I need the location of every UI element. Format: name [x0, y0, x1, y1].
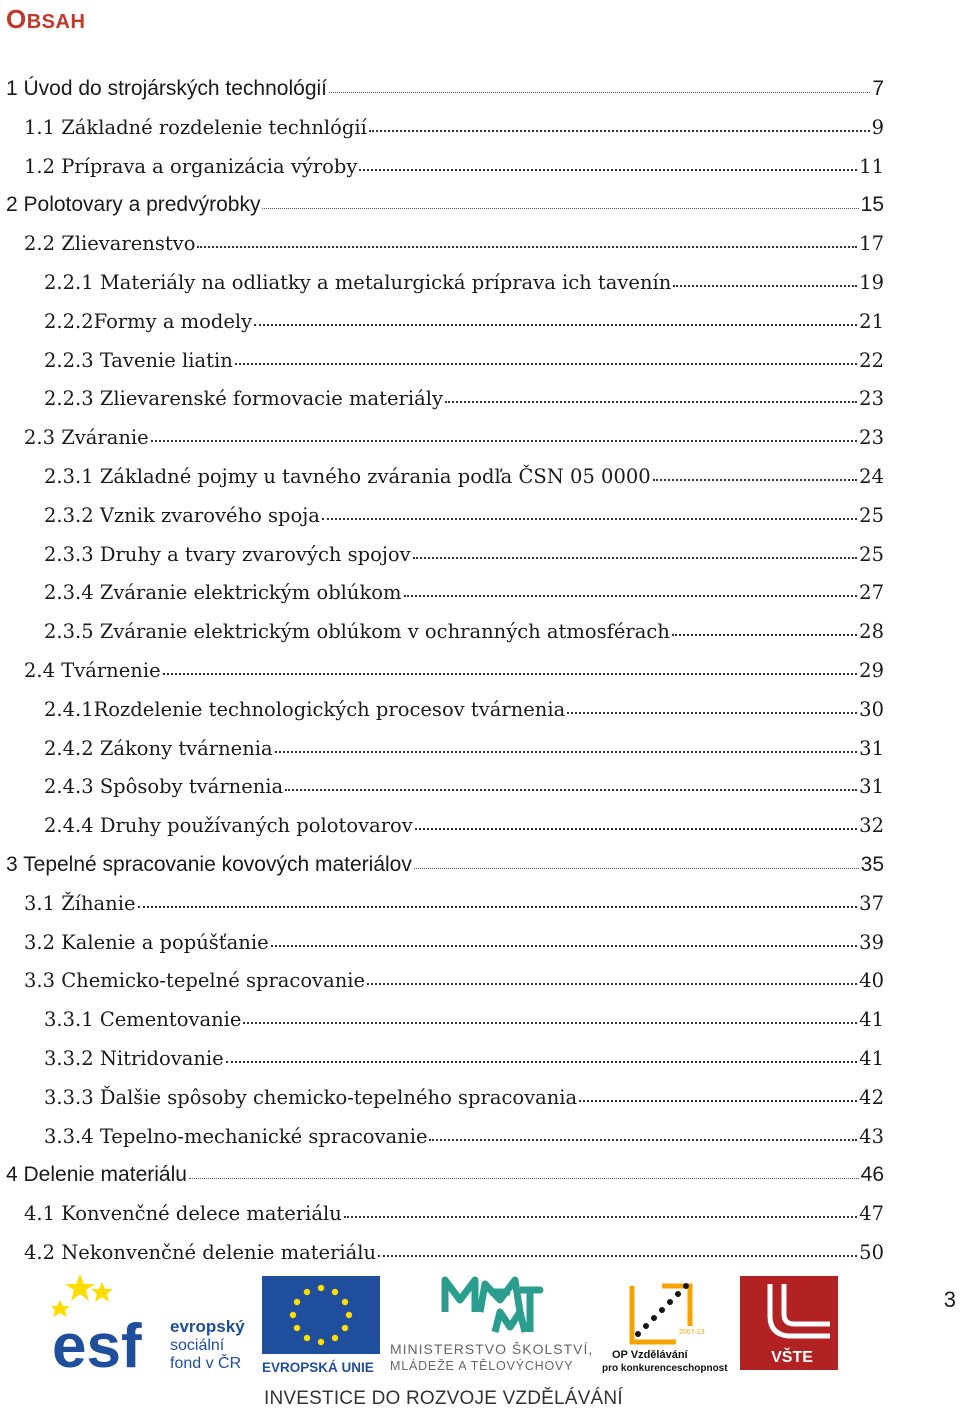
toc-entry-page: 46 [860, 1163, 884, 1187]
footer-slogan: INVESTICE DO ROZVOJE VZDĚLÁVÁNÍ [264, 1388, 623, 1409]
toc-entry[interactable] [0, 1086, 884, 1125]
toc-entry[interactable] [0, 814, 884, 853]
toc-dot-leader [445, 400, 857, 403]
toc-entry[interactable] [0, 853, 884, 892]
toc-dot-leader [653, 478, 857, 481]
toc-dot-leader [243, 1021, 857, 1024]
toc-entry-title: 2.2 Zlievarenstvo [24, 232, 196, 256]
toc-dot-leader [369, 129, 870, 132]
toc-entry-title: 2.3.2 Vznik zvarového spoja [44, 503, 320, 527]
vste-label: VŠTE [771, 1349, 813, 1366]
msmt-logo [390, 1272, 600, 1372]
toc-entry-page: 43 [859, 1124, 884, 1148]
toc-entry[interactable] [0, 232, 884, 271]
toc-entry[interactable] [0, 116, 884, 155]
toc-dot-leader [271, 944, 858, 947]
toc-entry-title: 2.3.5 Zváranie elektrickým oblúkom v ochranných atmosférach [44, 620, 670, 644]
toc-entry[interactable] [0, 620, 884, 659]
toc-dot-leader [163, 672, 858, 675]
toc-entry-page: 15 [860, 193, 884, 217]
toc-dot-leader [673, 284, 857, 287]
page-number: 3 [943, 1287, 956, 1312]
toc-entry-title: 2.3.3 Druhy a tvary zvarových spojov [44, 542, 411, 566]
toc-dot-leader [322, 517, 857, 520]
toc-entry[interactable] [0, 1047, 884, 1086]
toc-entry-page: 22 [859, 348, 884, 372]
toc-entry-page: 30 [859, 697, 884, 721]
toc-entry-title: 3.1 Žíhanie [24, 891, 136, 915]
toc-entry[interactable] [0, 271, 884, 310]
toc-entry-page: 50 [859, 1240, 884, 1264]
toc-entry[interactable] [0, 426, 884, 465]
toc-entry[interactable] [0, 349, 884, 388]
toc-entry-page: 37 [859, 891, 884, 915]
toc-dot-leader [254, 323, 857, 326]
toc-entry-title: 2.4.1Rozdelenie technologických procesov tvárnenia [44, 697, 566, 721]
toc-entry-page: 31 [859, 775, 884, 799]
toc-entry-page: 29 [859, 658, 884, 682]
toc-entry-page: 40 [859, 969, 884, 993]
toc-entry-title: 2.2.3 Tavenie liatin [44, 348, 233, 372]
toc-entry-title: 2.2.2Formy a modely [44, 309, 253, 333]
op-line2: pro konkurenceschopnost [602, 1363, 728, 1374]
op-years: 2007-13 [679, 1329, 705, 1336]
eu-caption: EVROPSKÁ UNIE [262, 1360, 374, 1374]
vste-logo [740, 1276, 840, 1372]
toc-entry-title: 4.2 Nekonvenčné delenie materiálu [24, 1240, 377, 1264]
toc-entry[interactable] [0, 698, 884, 737]
toc-dot-leader [429, 1138, 857, 1141]
toc-entry-page: 32 [859, 814, 884, 838]
toc-entry-page: 28 [859, 620, 884, 644]
toc-dot-leader [189, 1177, 859, 1179]
toc-dot-leader [329, 91, 870, 93]
toc-entry-title: 2.4.2 Zákony tvárnenia [44, 736, 273, 760]
toc-entry-title: 2.3.4 Zváranie elektrickým oblúkom [44, 581, 402, 605]
toc-entry[interactable] [0, 931, 884, 970]
toc-entry-title: 3.3.3 Ďalšie spôsoby chemicko-tepelného spracovania [44, 1085, 578, 1109]
toc-dot-leader [567, 711, 857, 714]
toc-dot-leader [414, 867, 859, 869]
toc-entry[interactable] [0, 1202, 884, 1241]
toc-entry-page: 9 [871, 115, 884, 139]
toc-entry-page: 25 [859, 542, 884, 566]
toc-entry[interactable] [0, 737, 884, 776]
toc-entry[interactable] [0, 775, 884, 814]
toc-entry-title: 2.2.1 Materiály na odliatky a metalurgická príprava ich tavenín [44, 270, 672, 294]
toc-entry-page: 23 [859, 387, 884, 411]
toc-entry[interactable] [0, 77, 884, 116]
toc-entry-title: 4.1 Konvenčné delece materiálu [24, 1202, 342, 1226]
toc-entry-title: 3.3.2 Nitridovanie [44, 1046, 224, 1070]
toc-entry-title: 2.4.4 Druhy používaných polotovarov [44, 814, 413, 838]
toc-entry[interactable] [0, 1125, 884, 1164]
toc-entry-title: 1.2 Príprava a organizácia výroby [24, 154, 358, 178]
toc-entry-page: 41 [859, 1046, 884, 1070]
msmt-line2: MLÁDEŽE A TĚLOVÝCHOVY [390, 1359, 574, 1372]
toc-entry-title: 3 Tepelné spracovanie kovových materiálov [6, 852, 412, 876]
toc-entry-title: 2.2.3 Zlievarenské formovacie materiály [44, 387, 443, 411]
toc-entry[interactable] [0, 310, 884, 349]
toc-entry[interactable] [0, 543, 884, 582]
toc-entry[interactable] [0, 465, 884, 504]
toc-dot-leader [226, 1060, 857, 1063]
toc-dot-leader [413, 556, 858, 559]
page-title-initial: O [6, 4, 27, 34]
toc-dot-leader [285, 788, 857, 791]
esf-line2: sociální [170, 1337, 225, 1354]
toc-dot-leader [404, 594, 858, 597]
toc-entry-page: 39 [859, 930, 884, 954]
toc-entry[interactable] [0, 1163, 884, 1202]
toc-entry-page: 35 [860, 852, 884, 876]
op-line1: OP Vzdělávání [612, 1349, 688, 1361]
toc-entry-page: 41 [859, 1008, 884, 1032]
toc-entry-page: 42 [859, 1085, 884, 1109]
toc-dot-leader [344, 1215, 857, 1218]
toc-entry-page: 27 [859, 581, 884, 605]
toc-entry[interactable] [0, 892, 884, 931]
toc-dot-leader [197, 245, 857, 248]
toc-entry-page: 23 [859, 426, 884, 450]
toc-dot-leader [579, 1099, 857, 1102]
toc-entry-title: 3.3.1 Cementovanie [44, 1008, 242, 1032]
toc-entry[interactable] [0, 504, 884, 543]
toc-dot-leader [138, 905, 858, 908]
eu-logo [262, 1276, 384, 1374]
table-of-contents [0, 77, 884, 1280]
page-title [6, 4, 85, 35]
toc-dot-leader [151, 439, 857, 442]
toc-entry-title: 1.1 Základné rozdelenie technlógií [24, 115, 367, 139]
toc-dot-leader [262, 207, 858, 209]
toc-entry-page: 24 [859, 464, 884, 488]
toc-entry-page: 19 [859, 270, 884, 294]
msmt-line1: MINISTERSTVO ŠKOLSTVÍ, [390, 1341, 594, 1357]
toc-entry-page: 21 [859, 309, 884, 333]
page-title-rest: BSAH [26, 11, 86, 33]
toc-entry[interactable] [0, 581, 884, 620]
toc-dot-leader [415, 827, 857, 830]
funding-logos [40, 1272, 850, 1382]
toc-entry-title: 2 Polotovary a predvýrobky [6, 193, 261, 217]
toc-entry-title: 1 Úvod do strojárských technológií [6, 77, 327, 100]
toc-dot-leader [672, 633, 857, 636]
toc-entry[interactable] [0, 193, 884, 232]
toc-entry-title: 3.3.4 Tepelno-mechanické spracovanie [44, 1124, 428, 1148]
toc-entry-title: 4 Delenie materiálu [6, 1163, 187, 1187]
toc-entry-page: 11 [859, 154, 884, 178]
toc-entry-page: 25 [859, 503, 884, 527]
toc-dot-leader [275, 750, 858, 753]
toc-entry-page: 17 [859, 232, 884, 256]
toc-entry-title: 2.3.1 Základné pojmy u tavného zvárania podľa ČSN 05 0000 [44, 464, 651, 488]
toc-entry-title: 3.2 Kalenie a popúšťanie [24, 930, 269, 954]
esf-line1: evropský [170, 1317, 245, 1336]
toc-entry-page: 31 [859, 736, 884, 760]
toc-entry[interactable] [0, 1008, 884, 1047]
toc-dot-leader [378, 1254, 857, 1257]
toc-entry[interactable] [0, 969, 884, 1008]
toc-dot-leader [367, 982, 857, 985]
toc-entry-title: 2.3 Zváranie [24, 426, 149, 450]
toc-entry-page: 47 [859, 1202, 884, 1226]
toc-entry[interactable] [0, 659, 884, 698]
esf-line3: fond v ČR [170, 1355, 242, 1372]
esf-mark: esf [52, 1312, 142, 1374]
toc-dot-leader [235, 362, 857, 365]
op-logo [602, 1276, 742, 1374]
toc-entry-title: 2.4.3 Spôsoby tvárnenia [44, 775, 284, 799]
toc-entry[interactable] [0, 387, 884, 426]
toc-entry[interactable] [0, 155, 884, 194]
toc-entry-page: 7 [872, 77, 884, 100]
toc-entry-title: 2.4 Tvárnenie [24, 658, 161, 682]
toc-entry-title: 3.3 Chemicko-tepelné spracovanie [24, 969, 366, 993]
toc-dot-leader [359, 168, 857, 171]
esf-logo [52, 1274, 252, 1374]
